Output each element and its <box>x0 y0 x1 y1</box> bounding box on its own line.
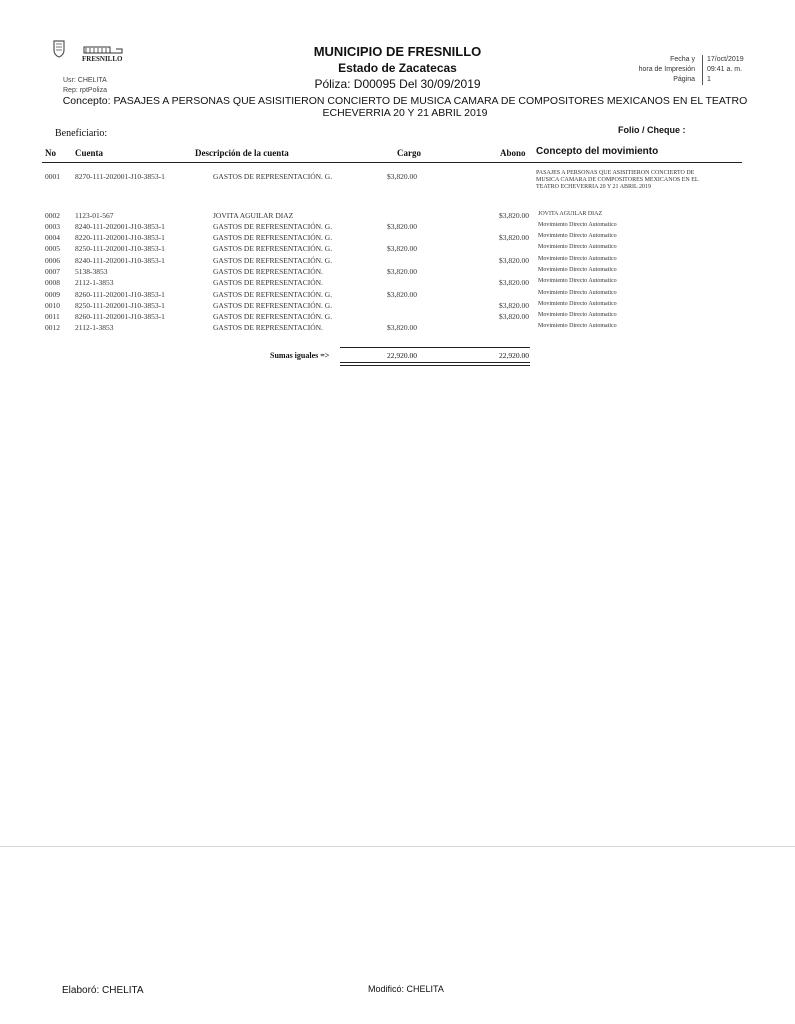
row-concepto: Movimiento Directo Automatico <box>538 301 617 307</box>
row-descripcion: GASTOS DE REPRESENTACIÓN. <box>213 278 323 287</box>
row-concepto: Movimiento Directo Automatico <box>538 323 617 329</box>
col-concepto-header: Concepto del movimiento <box>536 146 659 157</box>
page-fold-line <box>0 846 795 847</box>
row-number: 0006 <box>45 256 60 265</box>
user-label: Usr: CHELITA <box>63 77 107 84</box>
row-number: 0005 <box>45 244 60 253</box>
row-number: 0010 <box>45 301 60 310</box>
row-abono: $3,820.00 <box>499 211 529 220</box>
row-number: 0011 <box>45 312 60 321</box>
row-descripcion: GASTOS DE REFRESENTACIÓN. G. <box>213 233 333 242</box>
print-time-label: hora de Impresión <box>638 66 695 73</box>
totals-label: Sumas iguales => <box>270 351 330 360</box>
print-info-values <box>702 55 767 85</box>
row-descripcion: GASTOS DE REFRESENTACIÓN. G. <box>213 256 333 265</box>
row-concepto: Movimiento Directo Automatico <box>538 278 617 284</box>
totals-double-rule-1 <box>340 362 530 363</box>
table-row <box>0 312 795 323</box>
row-descripcion: GASTOS DE REPRESENTACIÓN. <box>213 267 323 276</box>
row-cuenta: 8240-111-202001-J10-3853-1 <box>75 256 165 265</box>
svg-text:FRESNILLO: FRESNILLO <box>82 55 123 63</box>
modifico-signature: Modificó: CHELITA <box>368 984 444 994</box>
row-descripcion: GASTOS DE REFRESENTACIÓN. G. <box>213 312 333 321</box>
header-divider <box>42 162 742 163</box>
row-cuenta: 8260-111-202001-J10-3853-1 <box>75 290 165 299</box>
row-descripcion: GASTOS DE REPRESENTACIÓN. <box>213 323 323 332</box>
print-time: 09:41 a. m. <box>707 66 743 73</box>
poliza-number: Póliza: D00095 Del 30/09/2019 <box>314 77 481 91</box>
col-no-header: No <box>45 148 56 158</box>
table-row <box>0 267 795 278</box>
table-row <box>0 323 795 334</box>
row-number: 0002 <box>45 211 60 220</box>
row-number: 0007 <box>45 267 60 276</box>
row-number: 0012 <box>45 323 60 332</box>
row-concepto: Movimiento Directo Automatico <box>538 312 617 318</box>
row-concepto: Movimiento Directo Automatico <box>538 267 617 273</box>
report-label: Rep: rptPoliza <box>63 87 107 94</box>
col-cuenta-header: Cuenta <box>75 148 104 158</box>
table-row <box>0 211 795 222</box>
row-cuenta: 8240-111-202001-J10-3853-1 <box>75 222 165 231</box>
row-cuenta: 8220-111-202001-J10-3853-1 <box>75 233 165 242</box>
row-cargo: $3,820.00 <box>387 244 417 253</box>
row-cuenta: 8250-111-202001-J10-3853-1 <box>75 301 165 310</box>
row-number: 0003 <box>45 222 60 231</box>
totals-top-rule <box>340 347 530 348</box>
total-abono: 22,920.00 <box>499 351 529 360</box>
folio-label: Folio / Cheque : <box>618 125 686 135</box>
row-concepto: Movimiento Directo Automatico <box>538 244 617 250</box>
row-descripcion: GASTOS DE REFRESENTACIÓN. G. <box>213 301 333 310</box>
row-abono: $3,820.00 <box>499 301 529 310</box>
table-row <box>0 244 795 255</box>
row-number: 0009 <box>45 290 60 299</box>
print-date-label: Fecha y <box>670 56 695 63</box>
beneficiario-label: Beneficiario: <box>55 128 108 139</box>
municipality-title: MUNICIPIO DE FRESNILLO <box>313 44 482 59</box>
print-info-labels <box>600 55 695 85</box>
row-cargo: $3,820.00 <box>387 172 417 181</box>
row-cuenta: 2112-1-3853 <box>75 323 114 332</box>
row-cuenta: 1123-01-567 <box>75 211 114 220</box>
col-abono-header: Abono <box>500 148 526 158</box>
row-number: 0001 <box>45 172 60 181</box>
totals-double-rule-2 <box>340 365 530 366</box>
concepto-text: Concepto: PASAJES A PERSONAS QUE ASISITIERON CONCIERTO DE MUSICA CAMARA DE COMPOSITORES MEXICANOS EN EL TEATRO ECHEVERRIA 20 Y 21 ABRIL 2019 <box>62 95 748 119</box>
row-abono: $3,820.00 <box>499 256 529 265</box>
state-title: Estado de Zacatecas <box>338 61 457 75</box>
page-number: 1 <box>707 76 711 83</box>
table-row <box>0 222 795 233</box>
total-cargo: 22,920.00 <box>387 351 417 360</box>
row-descripcion: GASTOS DE REFRESENTACIÓN. G. <box>213 222 333 231</box>
table-row <box>0 233 795 244</box>
col-cargo-header: Cargo <box>397 148 421 158</box>
table-row <box>0 256 795 267</box>
row-cuenta: 2112-1-3853 <box>75 278 114 287</box>
row-cuenta: 8260-111-202001-J10-3853-1 <box>75 312 165 321</box>
row-cargo: $3,820.00 <box>387 290 417 299</box>
row-cuenta: 8250-111-202001-J10-3853-1 <box>75 244 165 253</box>
row-descripcion: GASTOS DE REPRESENTACIÓN. G. <box>213 172 333 181</box>
row-number: 0008 <box>45 278 60 287</box>
col-descripcion-header: Descripción de la cuenta <box>195 148 289 158</box>
row-cuenta: 5138-3853 <box>75 267 108 276</box>
table-row <box>0 301 795 312</box>
row-concepto: Movimiento Directo Automatico <box>538 222 617 228</box>
row-descripcion: JOVITA AGUILAR DIAZ <box>213 211 294 220</box>
row-concepto: Movimiento Directo Automatico <box>538 290 617 296</box>
print-date: 17/oct/2019 <box>707 56 744 63</box>
table-row <box>0 290 795 301</box>
row-cargo: $3,820.00 <box>387 267 417 276</box>
row-abono: $3,820.00 <box>499 312 529 321</box>
row-cuenta: 8270-111-202001-J10-3853-1 <box>75 172 165 181</box>
row-abono: $3,820.00 <box>499 233 529 242</box>
page-label: Página <box>673 76 695 83</box>
first-row-concepto: PASAJES A PERSONAS QUE ASISITIERON CONCIERTO DE MUSICA CAMARA DE COMPOSITORES MEXICANOS EN EL TEATRO ECHEVERRIA 20 Y 21 ABRIL 2019 <box>536 170 699 190</box>
row-descripcion: GASTOS DE REFRESENTACIÓN. G. <box>213 290 333 299</box>
row-abono: $3,820.00 <box>499 278 529 287</box>
row-cargo: $3,820.00 <box>387 222 417 231</box>
row-number: 0004 <box>45 233 60 242</box>
row-cargo: $3,820.00 <box>387 323 417 332</box>
row-concepto: Movimiento Directo Automatico <box>538 233 617 239</box>
row-concepto: Movimiento Directo Automatico <box>538 256 617 262</box>
row-descripcion: GASTOS DE REFRESENTACIÓN. G. <box>213 244 333 253</box>
elaboro-signature: Elaboró: CHELITA <box>62 985 144 996</box>
table-row <box>0 278 795 289</box>
row-concepto: JOVITA AGUILAR DIAZ <box>538 211 603 217</box>
